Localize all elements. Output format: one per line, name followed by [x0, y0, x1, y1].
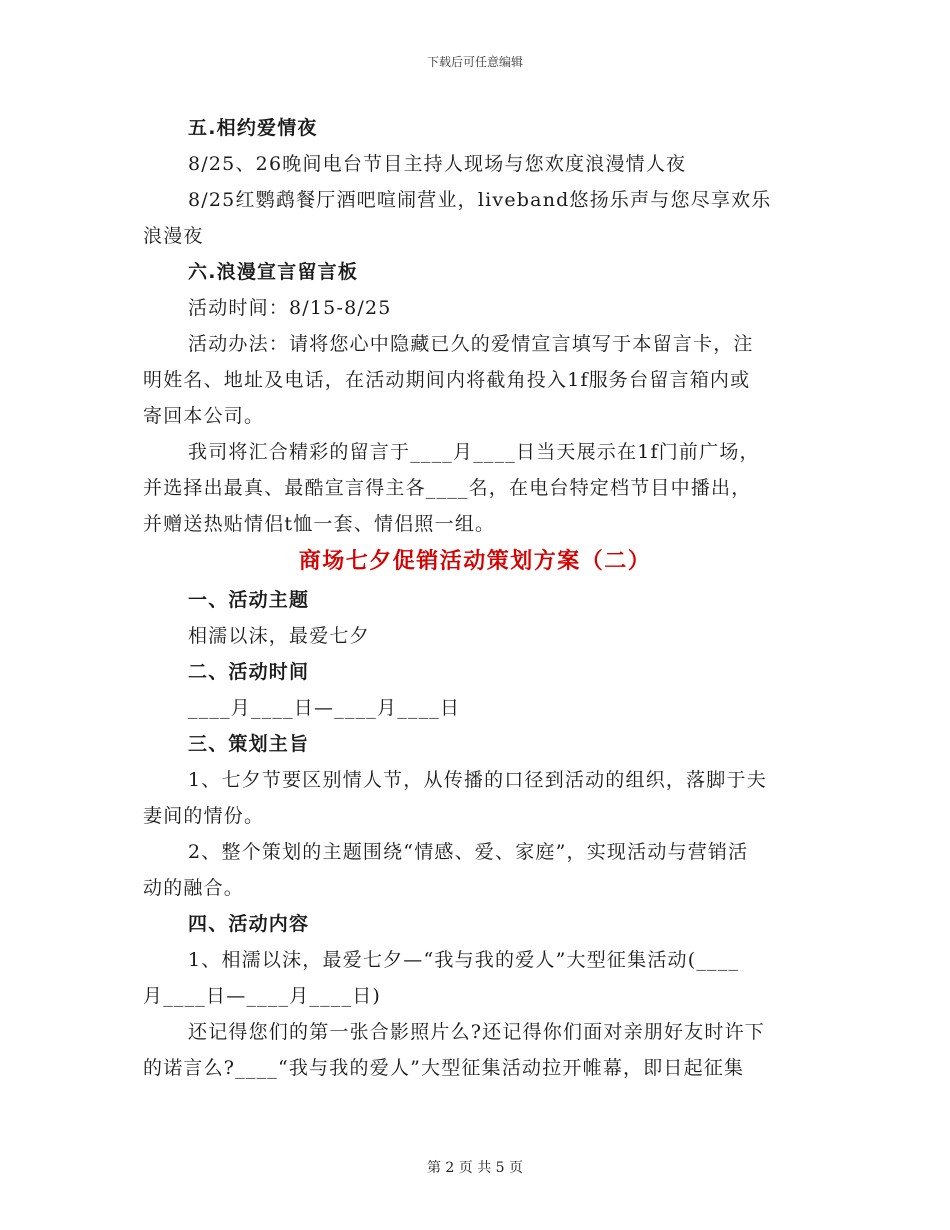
paragraph-line: 2、整个策划的主题围绕“情感、爱、家庭”，实现活动与营销活 — [188, 841, 749, 863]
paragraph-line: 还记得您们的第一张合影照片么?还记得你们面对亲朋好友时许下 — [188, 1021, 765, 1043]
paragraph-line: 1、相濡以沫，最爱七夕—“我与我的爱人”大型征集活动(____ — [188, 949, 740, 971]
paragraph-line: 寄回本公司。 — [143, 405, 265, 427]
paragraph-line: 浪漫夜 — [143, 225, 204, 247]
paragraph-line: 动的融合。 — [143, 877, 245, 899]
paragraph-line: 月____日—____月____日) — [143, 985, 382, 1007]
paragraph-line: 1、七夕节要区别情人节，从传播的口径到活动的组织，落脚于夫 — [188, 769, 767, 791]
paragraph-line: 8/25红鹦鹉餐厅酒吧喧闹营业，liveband悠扬乐声与您尽享欢乐 — [188, 189, 772, 211]
section-heading: 二、活动时间 — [188, 661, 310, 683]
paragraph-line: 8/25、26晚间电台节目主持人现场与您欢度浪漫情人夜 — [188, 153, 687, 175]
document-title: 商场七夕促销活动策划方案（二） — [298, 549, 652, 574]
paragraph-line: 活动时间：8/15-8/25 — [188, 297, 392, 319]
paragraph-line: 相濡以沫，最爱七夕 — [188, 625, 370, 647]
paragraph-line: 并选择出最真、最酷宣言得主各____名，在电台特定档节目中播出， — [143, 477, 752, 499]
page-header: 下载后可任意编辑 — [426, 55, 523, 69]
paragraph-line: 妻间的情份。 — [143, 805, 265, 827]
paragraph-line: 我司将汇合精彩的留言于____月____日当天展示在1f门前广场， — [188, 441, 760, 463]
paragraph-line: 明姓名、地址及电话，在活动期间内将截角投入1f服务台留言箱内或 — [143, 369, 751, 391]
section-heading: 一、活动主题 — [188, 589, 310, 611]
paragraph-line: ____月____日—____月____日 — [188, 697, 461, 719]
document-body — [143, 110, 807, 1086]
section-heading: 三、策划主旨 — [188, 733, 310, 755]
paragraph-line: 并赠送热贴情侣t恤一套、情侣照一组。 — [143, 513, 496, 535]
paragraph-line: 活动办法：请将您心中隐藏已久的爱情宣言填写于本留言卡，注 — [188, 333, 754, 355]
section-heading: 五.相约爱情夜 — [188, 117, 318, 139]
section-heading: 六.浪漫宣言留言板 — [188, 261, 359, 283]
page-footer: 第 2 页 共 5 页 — [426, 1160, 524, 1176]
section-heading: 四、活动内容 — [188, 913, 310, 935]
paragraph-line: 的诺言么?____“我与我的爱人”大型征集活动拉开帷幕，即日起征集 — [143, 1057, 745, 1079]
